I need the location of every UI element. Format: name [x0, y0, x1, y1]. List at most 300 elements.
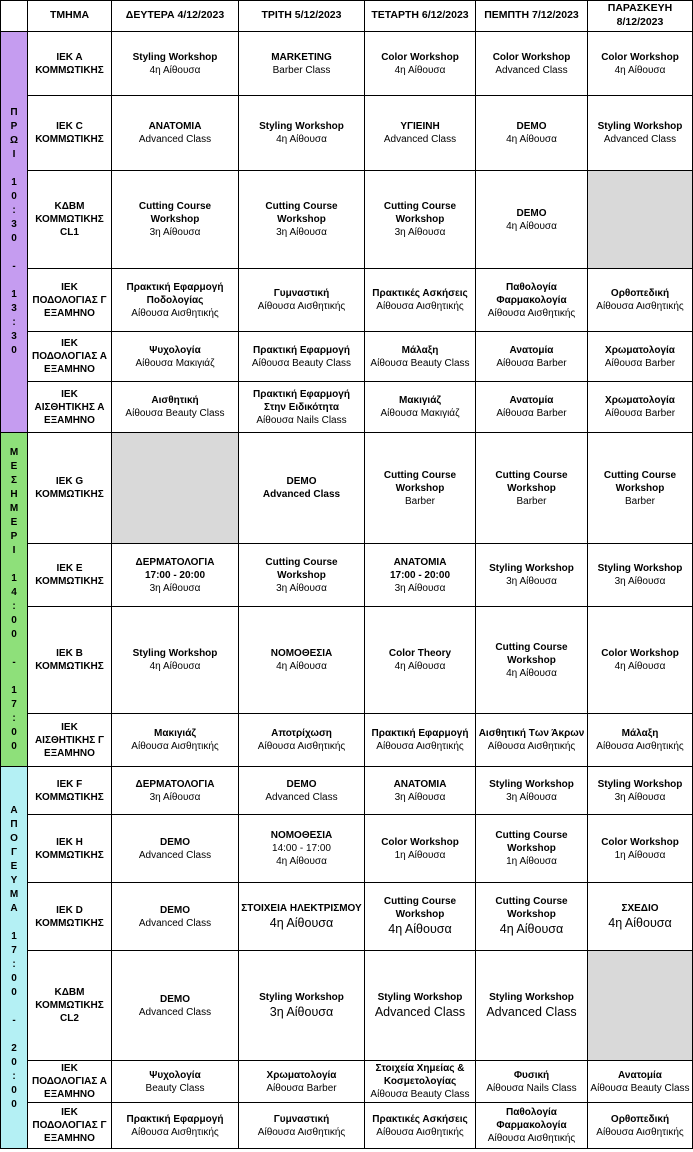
course-room: 4η Αίθουσα — [149, 64, 201, 76]
class-slot — [239, 382, 365, 433]
course-title: ΑΝΑΤΟΜΙΑ — [393, 556, 447, 568]
period-char: Ε — [10, 516, 18, 528]
course-title-extra: 17:00 - 20:00 — [144, 569, 206, 581]
class-slot — [476, 883, 588, 951]
course-title: Ανατομία — [509, 395, 554, 406]
course-room: 3η Αίθουσα — [394, 227, 446, 238]
period-char: : — [12, 1070, 16, 1082]
header-wednesday: ΤΕΤΑΡΤΗ 6/12/2023 — [365, 1, 476, 32]
course-title: Cutting Course Workshop — [265, 556, 338, 581]
course-room: 3η Αίθουσα — [506, 791, 557, 803]
period-char: 1 — [11, 177, 17, 188]
course-room: 4η Αίθουσα — [149, 661, 201, 672]
class-slot — [365, 32, 476, 96]
course-room: Αίθουσα Αισθητικής — [596, 1126, 684, 1138]
course-title: DEMO — [160, 993, 190, 1005]
course-room: Αίθουσα Beauty Class — [370, 1089, 470, 1100]
schedule-row — [1, 607, 693, 714]
department-cell: ΙΕΚ Β ΚΟΜΜΩΤΙΚΗΣ — [28, 607, 112, 714]
course-title: Μάλαξη — [401, 344, 439, 356]
department-cell: ΙΕΚ Ε ΚΟΜΜΩΤΙΚΗΣ — [28, 544, 112, 607]
period-char — [13, 642, 16, 656]
header-thursday: ΠΕΜΠΤΗ 7/12/2023 — [476, 1, 588, 32]
class-slot — [476, 269, 588, 332]
department-cell: ΙΕΚ G ΚΟΜΜΩΤΙΚΗΣ — [28, 433, 112, 544]
period-char: Ο — [10, 832, 18, 844]
class-slot — [476, 1061, 588, 1103]
course-title: ΔΕΡΜΑΤΟΛΟΓΙΑ — [135, 556, 215, 568]
class-slot — [239, 544, 365, 607]
course-title: Styling Workshop — [597, 121, 683, 132]
period-char: Μ — [9, 888, 19, 900]
class-slot — [112, 96, 239, 171]
period-char: 3 — [11, 219, 17, 230]
period-char — [13, 1000, 16, 1014]
class-slot — [365, 269, 476, 332]
class-slot — [476, 815, 588, 883]
class-slot — [365, 382, 476, 433]
course-title: Μάλαξη — [621, 728, 659, 739]
period-char: Α — [10, 902, 18, 914]
course-room: Barber Class — [272, 64, 331, 76]
period-char: 1 — [11, 930, 17, 942]
course-title: Color Workshop — [492, 51, 571, 63]
class-slot — [476, 382, 588, 433]
department-cell: ΙΕΚ C ΚΟΜΜΩΤΙΚΗΣ — [28, 96, 112, 171]
class-slot — [112, 269, 239, 332]
course-title: ΑΝΑΤΟΜΙΑ — [393, 778, 447, 790]
course-room: Barber — [624, 495, 655, 507]
course-room: Αίθουσα Αισθητικής — [131, 741, 219, 752]
course-room: Advanced Class — [486, 1004, 577, 1019]
course-title: Cutting Course Workshop — [383, 201, 457, 225]
class-slot — [112, 1061, 239, 1103]
course-room: 4η Αίθουσα — [506, 134, 557, 145]
class-slot — [476, 767, 588, 815]
course-room: Αίθουσα Αισθητικής — [487, 307, 576, 319]
header-department: ΤΜΗΜΑ — [28, 1, 112, 32]
course-room: 4η Αίθουσα — [614, 64, 666, 76]
period-char: 1 — [11, 684, 17, 696]
course-room: Αίθουσα Αισθητικής — [257, 741, 346, 752]
course-title: Styling Workshop — [132, 648, 218, 659]
course-room: Αίθουσα Beauty Class — [370, 357, 470, 369]
course-title: Styling Workshop — [377, 991, 463, 1003]
course-room: Αίθουσα Αισθητικής — [376, 301, 464, 312]
class-slot — [588, 1061, 693, 1103]
course-room: 4η Αίθουσα — [499, 922, 564, 937]
class-slot — [112, 544, 239, 607]
course-title: Γυμναστική — [273, 1113, 330, 1125]
department-cell: ΚΔΒΜ ΚΟΜΜΩΤΙΚΗΣ CL2 — [28, 951, 112, 1061]
course-room: 4η Αίθουσα — [388, 922, 452, 937]
period-char: Ε — [10, 460, 18, 472]
course-title: Ανατομία — [618, 1069, 662, 1081]
header-monday: ΔΕΥΤΕΡΑ 4/12/2023 — [112, 1, 239, 32]
class-slot — [588, 767, 693, 815]
class-slot — [239, 269, 365, 332]
course-room: Αίθουσα Αισθητικής — [487, 741, 576, 752]
course-room: 4η Αίθουσα — [269, 915, 334, 930]
class-slot — [588, 382, 693, 433]
period-char: - — [12, 656, 16, 668]
period-char — [13, 246, 16, 260]
class-slot — [239, 1061, 365, 1103]
course-title: Color Workshop — [381, 836, 459, 848]
course-room: 1η Αίθουσα — [394, 849, 446, 861]
class-slot — [588, 714, 693, 767]
course-title: Μακιγιάζ — [399, 395, 441, 406]
course-title: ΑΝΑΤΟΜΙΑ — [148, 121, 202, 132]
course-room: 4η Αίθουσα — [506, 220, 557, 232]
course-title: Color Workshop — [601, 648, 679, 659]
course-title: Παθολογία Φαρμακολογία — [496, 1107, 567, 1131]
header-tuesday: ΤΡΙΤΗ 5/12/2023 — [239, 1, 365, 32]
course-title: Cutting Course Workshop — [495, 830, 568, 854]
course-title: ΔΕΡΜΑΤΟΛΟΓΙΑ — [135, 778, 215, 790]
class-slot — [112, 607, 239, 714]
course-room: Beauty Class — [145, 1082, 205, 1094]
course-title-extra: 17:00 - 20:00 — [389, 569, 451, 581]
period-char: : — [12, 317, 16, 328]
course-room: Αίθουσα Nails Class — [256, 414, 347, 426]
course-room: Advanced Class — [138, 849, 212, 861]
schedule-row — [1, 767, 693, 815]
period-char: Π — [10, 818, 18, 830]
period-char: Ρ — [10, 530, 18, 542]
class-slot — [112, 171, 239, 269]
course-room-extra: 4η Αίθουσα — [276, 856, 327, 867]
course-title: Styling Workshop — [597, 778, 683, 790]
course-room: 3η Αίθουσα — [276, 582, 327, 594]
course-room: Advanced Class — [138, 917, 212, 929]
class-slot — [112, 883, 239, 951]
period-char: 7 — [11, 944, 17, 956]
empty-slot — [112, 433, 239, 544]
class-slot — [239, 951, 365, 1061]
class-slot — [112, 332, 239, 382]
period-char: Ι — [12, 544, 16, 556]
class-slot — [588, 32, 693, 96]
course-room: 1η Αίθουσα — [614, 849, 666, 861]
course-title: Πρακτικές Ασκήσεις — [372, 1113, 468, 1125]
class-slot — [365, 714, 476, 767]
course-title: Cutting Course Workshop — [495, 641, 568, 666]
period-char: 0 — [11, 726, 17, 738]
class-slot — [588, 332, 693, 382]
class-slot — [365, 607, 476, 714]
course-room: Αίθουσα Beauty Class — [251, 357, 352, 369]
class-slot — [476, 332, 588, 382]
schedule-row — [1, 433, 693, 544]
period-char: Ω — [9, 135, 19, 146]
class-slot — [365, 767, 476, 815]
department-cell: ΙΕΚ ΠΟΔΟΛΟΓΙΑΣ Γ ΕΞΑΜΗΝΟ — [28, 1103, 112, 1149]
schedule-row — [1, 32, 693, 96]
course-room: 3η Αίθουσα — [149, 582, 201, 594]
course-title: ΝΟΜΟΘΕΣΙΑ — [270, 648, 333, 659]
course-title: Cutting Course Workshop — [383, 896, 457, 921]
department-cell: ΙΕΚ ΠΟΔΟΛΟΓΙΑΣ Γ ΕΞΑΜΗΝΟ — [28, 269, 112, 332]
course-room: Αίθουσα Αισθητικής — [487, 1133, 576, 1144]
course-title: Styling Workshop — [489, 991, 574, 1003]
course-room: Αίθουσα Beauty Class — [125, 408, 225, 419]
period-char: 0 — [11, 614, 17, 626]
period-char: 0 — [11, 628, 17, 640]
schedule-row — [1, 332, 693, 382]
schedule-row — [1, 1103, 693, 1149]
course-room: Αίθουσα Αισθητικής — [131, 307, 219, 319]
schedule-row — [1, 1061, 693, 1103]
period-char: 0 — [11, 972, 17, 984]
course-room: Αίθουσα Αισθητικής — [257, 1126, 346, 1138]
period-char — [13, 162, 16, 176]
class-slot — [476, 1103, 588, 1149]
period-char: Ρ — [10, 121, 18, 132]
course-room: Αίθουσα Μακιγιάζ — [135, 357, 215, 369]
course-room: Αίθουσα Barber — [496, 408, 567, 419]
course-room: 3η Αίθουσα — [394, 582, 446, 594]
period-char: Μ — [9, 446, 19, 458]
course-title: Cutting Course Workshop — [495, 896, 568, 921]
course-room: Advanced Class — [374, 1004, 466, 1019]
course-title: DEMO — [286, 476, 317, 487]
course-title: DEMO — [516, 121, 547, 132]
course-title: Πρακτική Εφαρμογή Ποδολογίας — [126, 281, 224, 306]
course-room: 4η Αίθουσα — [608, 915, 672, 930]
course-title: Παθολογία Φαρμακολογία — [496, 281, 567, 306]
course-title: ΣΧΕΔΙΟ — [621, 902, 659, 914]
period-char: Μ — [9, 502, 19, 514]
schedule-row — [1, 96, 693, 171]
period-char: Υ — [10, 874, 18, 886]
course-title: Χρωματολογία — [605, 395, 675, 406]
class-slot — [239, 332, 365, 382]
course-title: DEMO — [286, 778, 317, 790]
period-label-midday — [1, 433, 28, 767]
course-title: ΥΓΙΕΙΝΗ — [400, 121, 440, 132]
class-slot — [588, 607, 693, 714]
class-slot — [476, 544, 588, 607]
class-slot — [476, 714, 588, 767]
course-room: 3η Αίθουσα — [149, 227, 201, 238]
period-char: Ι — [12, 149, 16, 160]
course-room: Barber — [516, 495, 547, 507]
period-char: Γ — [10, 846, 17, 858]
course-room: 4η Αίθουσα — [614, 661, 666, 672]
schedule-body — [1, 32, 693, 1149]
class-slot — [476, 607, 588, 714]
course-room: Αίθουσα Barber — [604, 408, 676, 419]
course-room: Advanced Class — [138, 134, 212, 145]
course-room: Αίθουσα Barber — [266, 1082, 337, 1094]
schedule-row — [1, 815, 693, 883]
class-slot — [588, 883, 693, 951]
department-cell: ΙΕΚ ΠΟΔΟΛΟΓΙΑΣ Α ΕΞΑΜΗΝΟ — [28, 1061, 112, 1103]
course-title: Χρωματολογία — [266, 1069, 337, 1081]
course-room: Αίθουσα Αισθητικής — [131, 1126, 219, 1138]
class-slot — [239, 32, 365, 96]
class-slot — [588, 269, 693, 332]
period-char: 0 — [11, 1084, 17, 1096]
period-char — [13, 916, 16, 930]
schedule-row — [1, 883, 693, 951]
header-corner — [1, 1, 28, 32]
course-title: Color Theory — [388, 648, 452, 659]
class-slot — [239, 767, 365, 815]
course-room: 3η Αίθουσα — [394, 791, 446, 803]
period-char: 0 — [11, 1098, 17, 1110]
course-title: Πρακτικές Ασκήσεις — [372, 288, 468, 299]
course-title: Color Workshop — [601, 836, 679, 848]
course-title: DEMO — [160, 904, 190, 916]
course-title: Cutting Course Workshop — [603, 469, 677, 494]
course-title: Μακιγιάζ — [154, 728, 196, 739]
period-char: : — [12, 712, 16, 724]
class-slot — [365, 1103, 476, 1149]
course-room: Αίθουσα Αισθητικής — [596, 741, 684, 752]
department-cell: ΙΕΚ ΠΟΔΟΛΟΓΙΑΣ Α ΕΞΑΜΗΝΟ — [28, 332, 112, 382]
class-slot — [112, 1103, 239, 1149]
course-title: Αισθητική Των Άκρων — [478, 728, 585, 739]
class-slot — [239, 96, 365, 171]
course-title: Ψυχολογία — [149, 1069, 201, 1081]
period-char: Σ — [10, 474, 17, 486]
class-slot — [365, 332, 476, 382]
period-char: 3 — [11, 303, 17, 314]
class-slot — [112, 815, 239, 883]
class-slot — [365, 883, 476, 951]
period-char: 0 — [11, 1056, 17, 1068]
class-slot — [365, 815, 476, 883]
class-slot — [476, 32, 588, 96]
course-title: Cutting Course Workshop — [138, 201, 212, 225]
class-slot — [365, 171, 476, 269]
course-room: Advanced Class — [495, 64, 568, 76]
period-char: 7 — [11, 698, 17, 710]
header-row — [1, 1, 693, 32]
class-slot — [365, 96, 476, 171]
period-char — [13, 670, 16, 684]
course-title: Πρακτική Εφαρμογή Στην Ειδικότητα — [253, 388, 350, 413]
class-slot — [365, 433, 476, 544]
schedule-row — [1, 951, 693, 1061]
period-label-morning — [1, 32, 28, 433]
schedule-row — [1, 382, 693, 433]
course-title: Πρακτική Εφαρμογή — [253, 344, 350, 356]
class-slot — [239, 883, 365, 951]
course-title: ΣΤΟΙΧΕΙΑ ΗΛΕΚΤΡΙΣΜΟΥ — [241, 902, 362, 914]
class-slot — [588, 815, 693, 883]
period-char: Α — [10, 804, 18, 816]
class-slot — [476, 96, 588, 171]
period-char: 1 — [11, 289, 17, 300]
course-title: Αισθητική — [151, 395, 199, 406]
class-slot — [588, 1103, 693, 1149]
course-room: 4η Αίθουσα — [394, 64, 446, 76]
class-slot — [239, 607, 365, 714]
period-char — [13, 558, 16, 572]
course-room: Αίθουσα Αισθητικής — [596, 301, 684, 312]
class-slot — [112, 382, 239, 433]
department-cell: ΙΕΚ D ΚΟΜΜΩΤΙΚΗΣ — [28, 883, 112, 951]
department-cell: ΙΕΚ Η ΚΟΜΜΩΤΙΚΗΣ — [28, 815, 112, 883]
period-label-afternoon — [1, 767, 28, 1149]
course-title: Styling Workshop — [132, 51, 218, 63]
period-char: 0 — [11, 191, 17, 202]
course-room: 14:00 - 17:00 — [272, 843, 331, 854]
course-room: 4η Αίθουσα — [506, 667, 557, 679]
schedule-row — [1, 171, 693, 269]
class-slot — [112, 767, 239, 815]
class-slot — [365, 1061, 476, 1103]
course-title: Ορθοπεδική — [610, 1113, 670, 1125]
course-room: Barber — [404, 495, 435, 507]
course-room: 4η Αίθουσα — [276, 661, 327, 672]
period-char: 4 — [11, 586, 17, 598]
class-slot — [588, 433, 693, 544]
period-char: 0 — [11, 345, 17, 356]
course-title: Στοιχεία Χημείας & Κοσμετολογίας — [375, 1063, 465, 1087]
course-title: Styling Workshop — [489, 563, 574, 574]
empty-slot — [588, 951, 693, 1061]
class-slot — [365, 544, 476, 607]
period-char: Π — [10, 107, 18, 118]
course-title: Γυμναστική — [273, 288, 330, 299]
course-title: Color Workshop — [601, 51, 679, 63]
course-room: Advanced Class — [265, 791, 338, 803]
header-friday: ΠΑΡΑΣΚΕΥΗ 8/12/2023 — [588, 1, 693, 32]
course-title: Styling Workshop — [259, 121, 344, 132]
empty-slot — [588, 171, 693, 269]
department-cell: ΙΕΚ ΑΙΣΘΗΤΙΚΗΣ Α ΕΞΑΜΗΝΟ — [28, 382, 112, 433]
course-room: 3η Αίθουσα — [149, 791, 201, 803]
course-room: Αίθουσα Αισθητικής — [376, 1126, 464, 1138]
period-char — [13, 1028, 16, 1042]
course-title: Styling Workshop — [489, 778, 574, 790]
course-room: Αίθουσα Αισθητικής — [376, 741, 464, 752]
course-title: Αποτρίχωση — [271, 728, 332, 739]
period-char: : — [12, 600, 16, 612]
course-room: Αίθουσα Beauty Class — [590, 1082, 690, 1094]
class-slot — [239, 714, 365, 767]
period-char: 3 — [11, 331, 17, 342]
course-title: Cutting Course Workshop — [265, 201, 338, 225]
class-slot — [476, 171, 588, 269]
course-room: 4η Αίθουσα — [394, 661, 446, 672]
period-char: - — [12, 1014, 16, 1026]
class-slot — [476, 433, 588, 544]
course-room: 4η Αίθουσα — [276, 134, 327, 145]
period-char: : — [12, 205, 16, 216]
department-cell: ΙΕΚ Α ΚΟΜΜΩΤΙΚΗΣ — [28, 32, 112, 96]
course-title: Styling Workshop — [259, 991, 344, 1003]
course-title: Ορθοπεδική — [610, 288, 670, 299]
course-title-extra: Advanced Class — [262, 489, 341, 500]
class-slot — [365, 951, 476, 1061]
department-cell: ΙΕΚ ΑΙΣΘΗΤΙΚΗΣ Γ ΕΞΑΜΗΝΟ — [28, 714, 112, 767]
course-room: Advanced Class — [603, 134, 677, 145]
period-char: 1 — [11, 572, 17, 584]
course-room: Αίθουσα Barber — [604, 357, 676, 369]
schedule-row — [1, 269, 693, 332]
class-slot — [588, 544, 693, 607]
course-room: 3η Αίθουσα — [269, 1004, 334, 1019]
course-room: 3η Αίθουσα — [276, 227, 327, 238]
period-char — [13, 274, 16, 288]
course-room: Advanced Class — [138, 1006, 212, 1018]
course-title: Ψυχολογία — [149, 344, 201, 356]
